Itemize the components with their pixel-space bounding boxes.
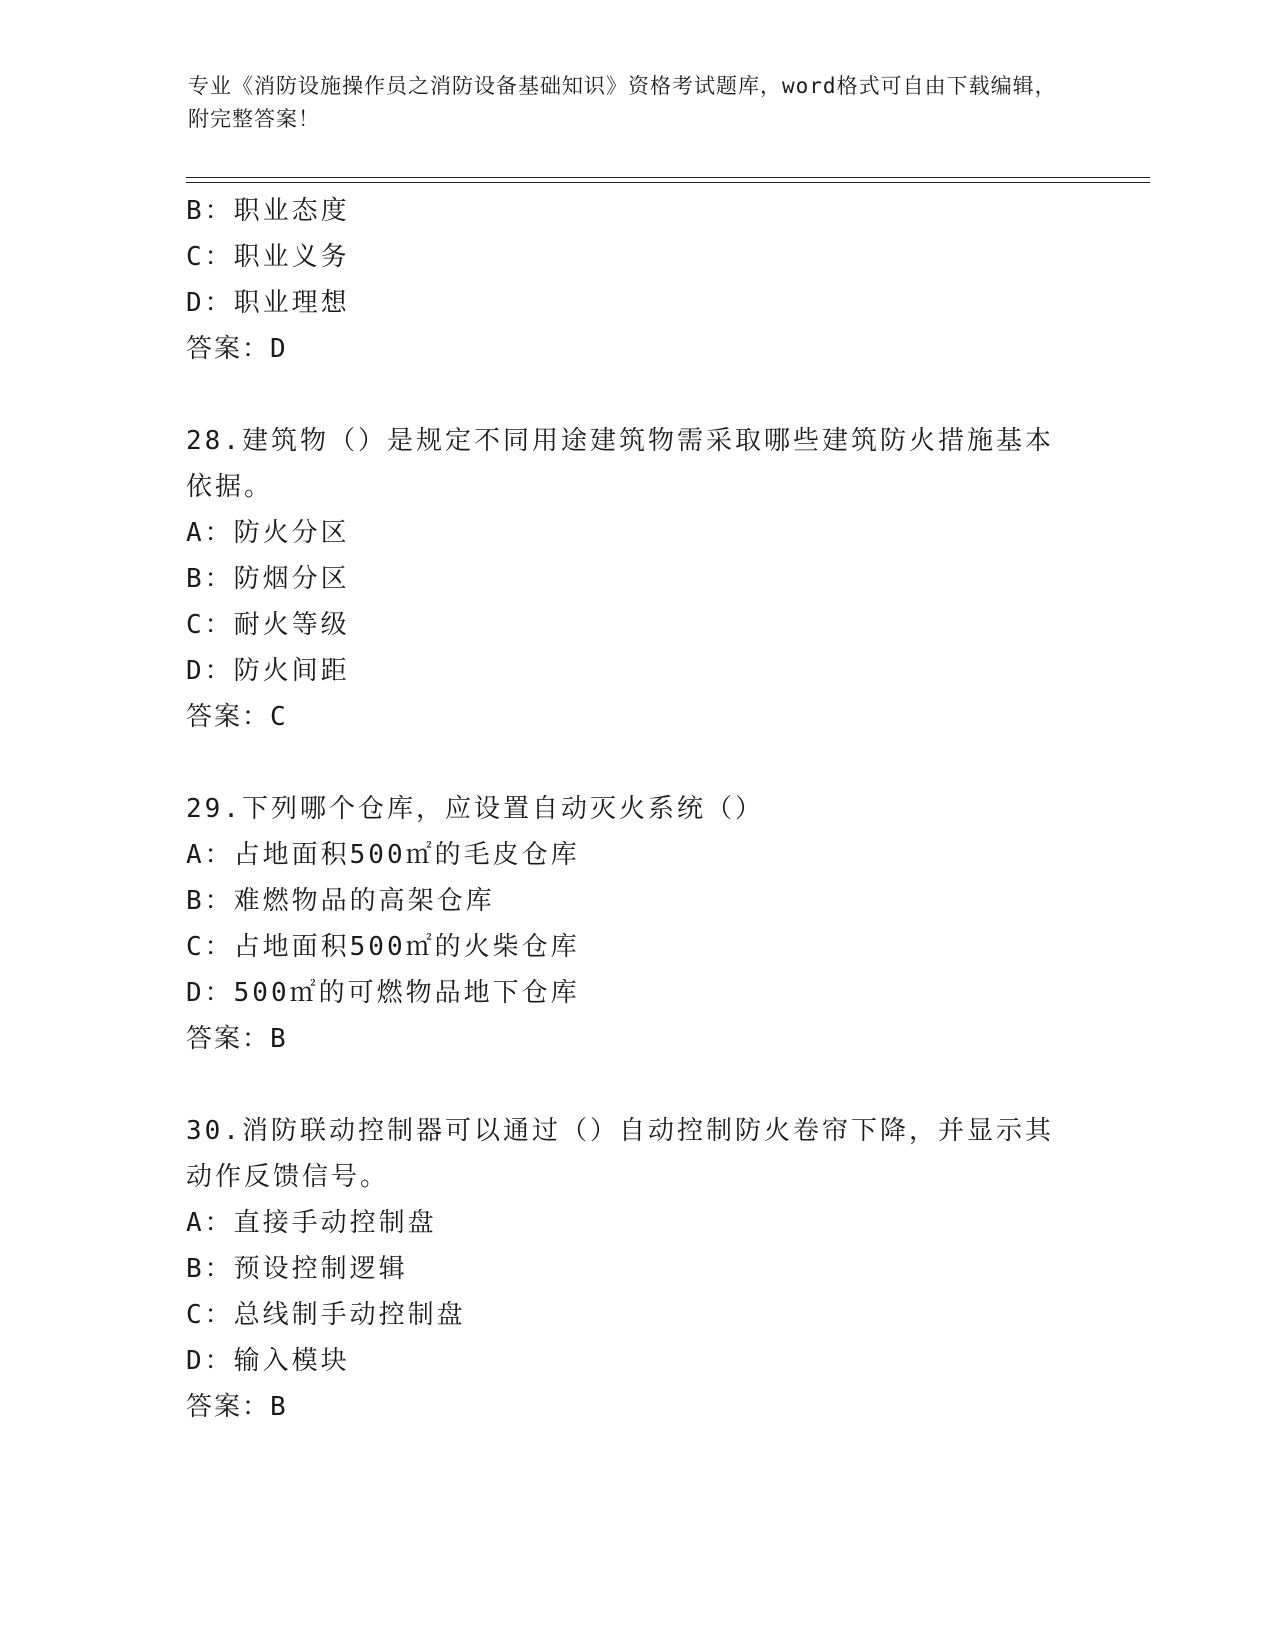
option-d: D：输入模块 xyxy=(186,1346,350,1376)
header-rule-bottom xyxy=(186,182,1150,183)
question-text: 30.消防联动控制器可以通过（）自动控制防火卷帘下降，并显示其动作反馈信号。 xyxy=(186,1116,1054,1192)
prev-question-block xyxy=(186,188,1086,372)
option-b: B：职业态度 xyxy=(186,196,350,226)
answer-line: 答案：C xyxy=(186,702,288,732)
option-a: A：占地面积500㎡的毛皮仓库 xyxy=(186,840,580,870)
option-b: B：预设控制逻辑 xyxy=(186,1254,408,1284)
option-d: D：500㎡的可燃物品地下仓库 xyxy=(186,978,580,1008)
option-c: C：占地面积500㎡的火柴仓库 xyxy=(186,932,580,962)
option-d: D：防火间距 xyxy=(186,656,350,686)
option-c: C：耐火等级 xyxy=(186,610,350,640)
option-d: D：职业理想 xyxy=(186,288,350,318)
answer-line: 答案：B xyxy=(186,1392,288,1422)
option-b: B：难燃物品的高架仓库 xyxy=(186,886,495,916)
answer-line: 答案：B xyxy=(186,1024,288,1054)
question-list xyxy=(186,188,1086,1430)
page-header: 专业《消防设施操作员之消防设备基础知识》资格考试题库，word格式可自由下载编辑，附完整答案！ xyxy=(188,74,1057,131)
question-text: 29.下列哪个仓库，应设置自动灭火系统（） xyxy=(186,794,764,824)
answer-line: 答案：D xyxy=(186,334,288,364)
option-b: B：防烟分区 xyxy=(186,564,350,594)
question-29 xyxy=(186,786,1086,1062)
question-28 xyxy=(186,418,1086,740)
question-30 xyxy=(186,1108,1086,1430)
header-rule-top xyxy=(186,177,1150,178)
option-c: C：总线制手动控制盘 xyxy=(186,1300,466,1330)
option-a: A：直接手动控制盘 xyxy=(186,1208,437,1238)
option-a: A：防火分区 xyxy=(186,518,350,548)
question-text: 28.建筑物（）是规定不同用途建筑物需采取哪些建筑防火措施基本依据。 xyxy=(186,426,1054,502)
option-c: C：职业义务 xyxy=(186,242,350,272)
